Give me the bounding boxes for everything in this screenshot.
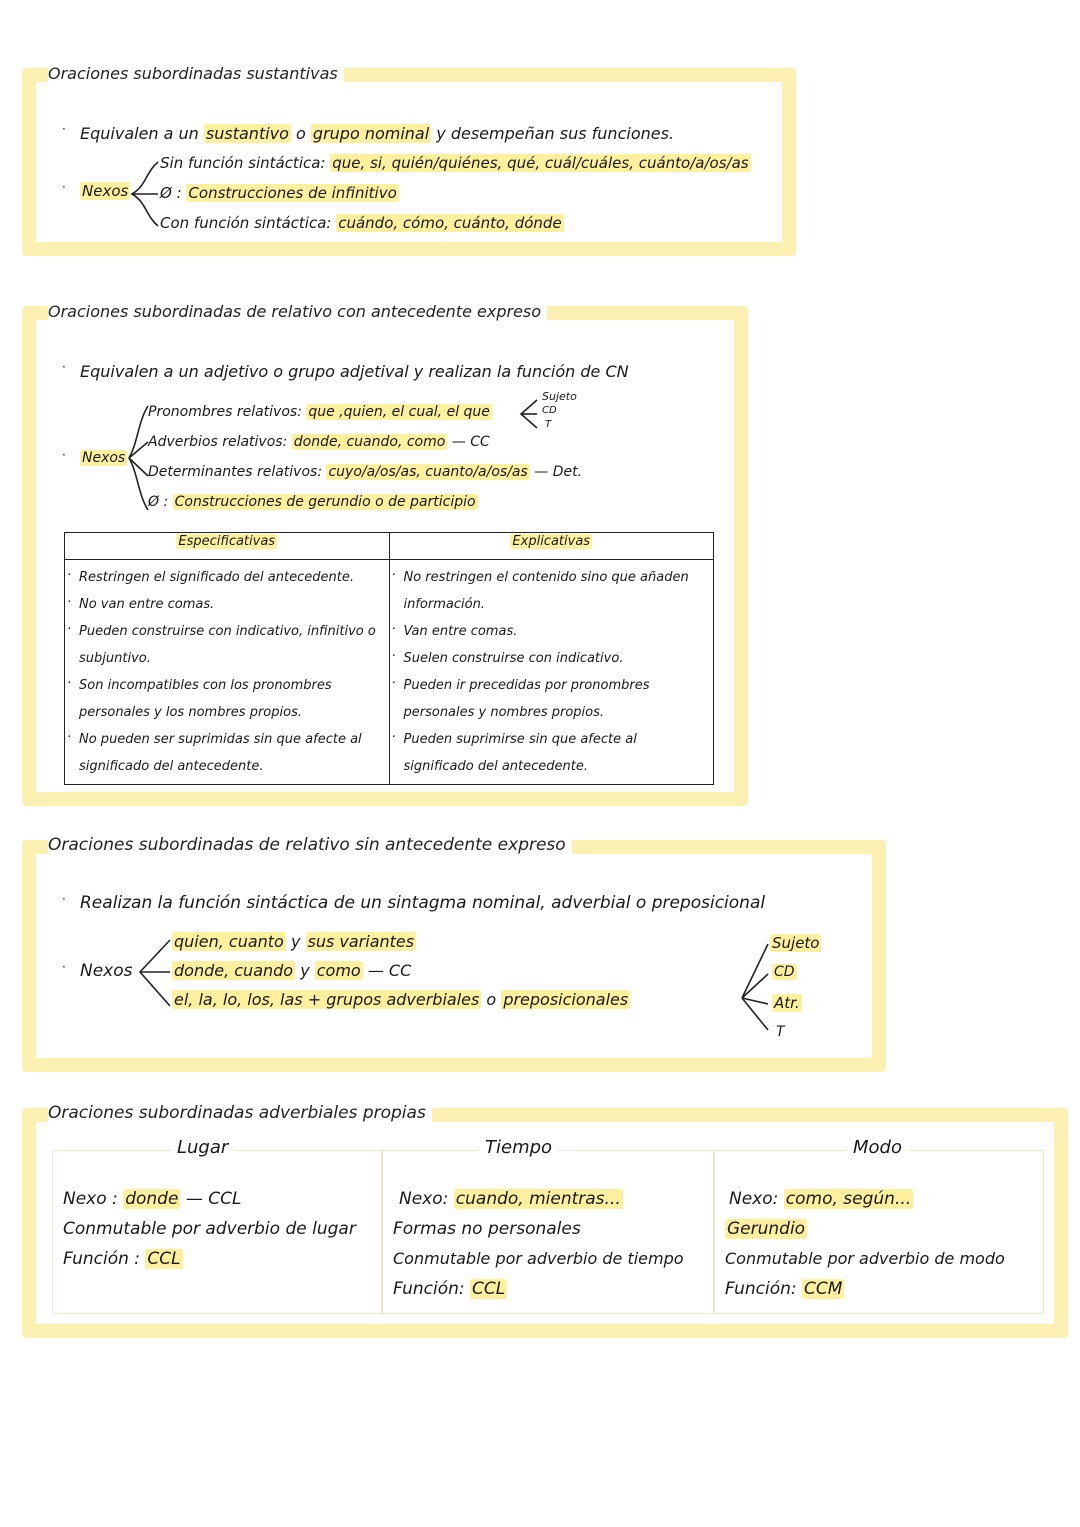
s3-nexo-2: donde, cuando y como — CC <box>174 961 412 980</box>
list-item: · Pueden ir precedidas por pronombres personales y nombres propios. <box>404 672 706 726</box>
s2-func-sujeto: Sujeto <box>542 390 577 403</box>
s3-func-atr: Atr. <box>774 994 800 1012</box>
lugar-funcion: Función : CCL <box>63 1249 181 1269</box>
list-item: · Pueden construirse con indicativo, infinitivo o subjuntivo. <box>79 618 381 672</box>
list-item: · Suelen construirse con indicativo. <box>404 645 706 672</box>
column-lugar-heading: Lugar <box>171 1137 234 1158</box>
list-item: · No restringen el contenido sino que añaden información. <box>404 564 706 618</box>
s1-nexo-2: Ø : Construcciones de infinitivo <box>160 184 397 202</box>
s1-nexos-brace <box>128 158 162 230</box>
modo-nexo: Nexo: como, según... <box>729 1189 912 1209</box>
s2-nexo-1: Pronombres relativos: que ,quien, el cual, el que <box>148 404 490 420</box>
list-item: · No van entre comas. <box>79 591 381 618</box>
section-relativo-sin-title: Oraciones subordinadas de relativo sin antecedente expreso <box>48 835 572 855</box>
table-cell-especificativas <box>65 560 390 785</box>
column-lugar <box>52 1137 382 1314</box>
column-modo <box>714 1137 1044 1314</box>
list-item: · No pueden ser suprimidas sin que afecte al significado del antecedente. <box>79 726 381 780</box>
column-tiempo-heading: Tiempo <box>479 1137 558 1158</box>
s3-func-sujeto: Sujeto <box>772 934 820 952</box>
specificative-explicative-table <box>64 532 714 785</box>
table-header-especificativas: Especificativas <box>65 533 390 560</box>
table-cell-explicativas <box>389 560 714 785</box>
modo-gerundio: Gerundio <box>727 1219 806 1239</box>
list-item: · Pueden suprimirse sin que afecte al significado del antecedente. <box>404 726 706 780</box>
s2-pron-brace <box>517 396 541 432</box>
s1-line1: Equivalen a un sustantivo o grupo nominal y desempeñan sus funciones. <box>80 124 675 143</box>
s2-func-cd: CD <box>542 405 557 416</box>
s2-nexo-3: Determinantes relativos: cuyo/a/os/as, cuanto/a/os/as — Det. <box>148 464 583 480</box>
s3-line1: Realizan la función sintáctica de un sintagma nominal, adverbial o preposicional <box>80 893 766 913</box>
tiempo-formas: Formas no personales <box>393 1219 581 1239</box>
s2-nexo-2: Adverbios relativos: donde, cuando, como — CC <box>148 434 490 450</box>
s3-func-t: T <box>776 1024 785 1040</box>
bullet: · <box>62 180 66 194</box>
section-relativo-con-title: Oraciones subordinadas de relativo con antecedente expreso <box>48 302 547 321</box>
modo-funcion: Función: CCM <box>725 1279 843 1299</box>
column-modo-heading: Modo <box>847 1137 908 1158</box>
bullet: · <box>62 360 66 374</box>
s2-nexo-4: Ø : Construcciones de gerundio o de participio <box>148 494 476 510</box>
tiempo-nexo: Nexo: cuando, mientras... <box>399 1189 621 1209</box>
lugar-conmutable: Conmutable por adverbio de lugar <box>63 1219 356 1239</box>
bullet: · <box>62 122 66 136</box>
table-header-explicativas: Explicativas <box>389 533 714 560</box>
s2-line1: Equivalen a un adjetivo o grupo adjetival y realizan la función de CN <box>80 362 629 381</box>
bullet: · <box>62 448 66 462</box>
s3-nexo-3: el, la, lo, los, las + grupos adverbiales o preposicionales <box>174 990 629 1009</box>
s3-nexo-1: quien, cuanto y sus variantes <box>174 932 415 951</box>
section-adverbiales-title: Oraciones subordinadas adverbiales propias <box>48 1103 432 1123</box>
tiempo-funcion: Función: CCL <box>393 1279 506 1299</box>
bullet: · <box>62 892 66 906</box>
bullet: · <box>62 960 66 974</box>
s3-nexos-label: Nexos <box>80 961 133 981</box>
s3-func-cd: CD <box>774 964 795 980</box>
s1-nexos-label: Nexos <box>82 182 129 200</box>
list-item: · Restringen el significado del antecedente. <box>79 564 381 591</box>
s1-nexo-3: Con función sintáctica: cuándo, cómo, cuánto, dónde <box>160 214 562 232</box>
s2-nexos-label: Nexos <box>82 450 126 466</box>
s3-func-brace <box>738 940 770 1036</box>
column-tiempo <box>382 1137 714 1314</box>
list-item: · Son incompatibles con los pronombres personales y los nombres propios. <box>79 672 381 726</box>
s3-nexos-brace <box>136 936 174 1010</box>
tiempo-conmutable: Conmutable por adverbio de tiempo <box>393 1249 684 1268</box>
modo-conmutable: Conmutable por adverbio de modo <box>725 1249 1005 1268</box>
s1-nexo-1: Sin función sintáctica: que, si, quién/quiénes, qué, cuál/cuáles, cuánto/a/os/as <box>160 154 749 172</box>
s2-func-t: T <box>545 419 552 430</box>
lugar-nexo: Nexo : donde — CCL <box>63 1189 242 1209</box>
section-sustantivas-title: Oraciones subordinadas sustantivas <box>48 64 344 83</box>
list-item: · Van entre comas. <box>404 618 706 645</box>
